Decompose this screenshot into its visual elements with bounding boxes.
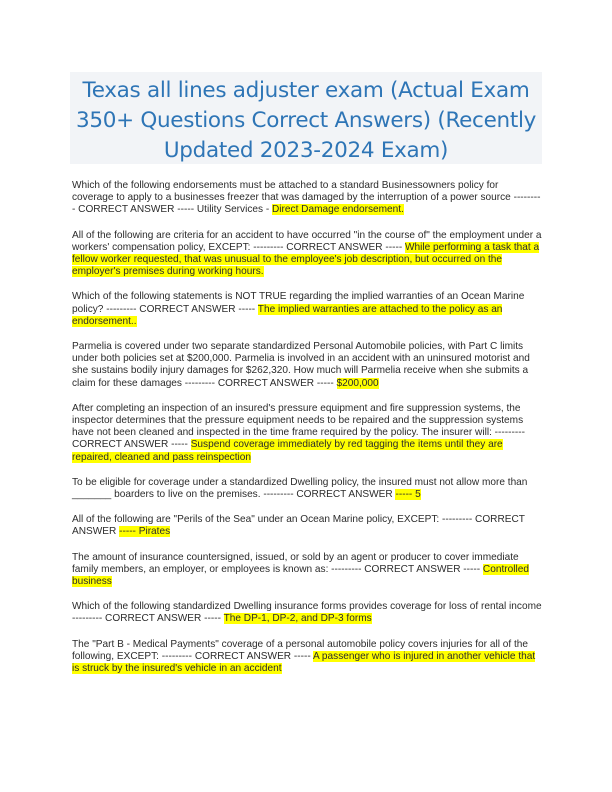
answer-highlight: A passenger who is injured in another vehicle that is struck by the insured's vehicle in an accident [72, 650, 536, 675]
answer-highlight: The implied warranties are attached to the policy as an endorsement.. [72, 303, 503, 327]
answer-highlight: ----- 5 [395, 489, 421, 501]
question-text: Which of the following endorsements must be attached to a standard Businessowners policy for coverage to apply to a businesses freezer that was damaged by the interruption of a power source --------- CORRECT ANSWER ----- Utility Services - [72, 180, 541, 216]
question-text: All of the following are "Perils of the Sea" under an Ocean Marine policy, EXCEPT: --------- CORRECT ANSWER [72, 514, 525, 538]
qa-item [72, 639, 542, 676]
question-text: To be eligible for coverage under a standardized Dwelling policy, the insured must not allow more than _______ boarders to live on the premises. --------- CORRECT ANSWER [72, 476, 528, 501]
answer-highlight: Controlled business [72, 563, 529, 588]
qa-item [72, 601, 542, 625]
question-text: Parmelia is covered under two separate standardized Personal Automobile policies, with Part C limits under both policies set at $200,000. Parmelia is involved in an accident with an uninsured motorist and she sustains bodily injury damages for $262,320. How much will Parmelia receive when she submits a claim for these damages --------- CORRECT ANSWER ----- [72, 341, 530, 389]
answer-highlight: $200,000 [336, 377, 379, 389]
title-banner [70, 72, 542, 164]
answer-highlight: Suspend coverage immediately by red tagging the items until they are repaired, cleaned and pass reinspection [72, 439, 503, 463]
answer-highlight: Direct Damage endorsement. [272, 204, 404, 216]
qa-item [72, 403, 542, 464]
answer-highlight: ----- Pirates [119, 526, 171, 538]
qa-item [72, 230, 542, 279]
question-text: Which of the following standardized Dwelling insurance forms provides coverage for loss of rental income --------- CORRECT ANSWER ----- [72, 601, 542, 625]
qa-item [72, 514, 542, 538]
question-text: The amount of insurance countersigned, issued, or sold by an agent or producer to cover immediate family members, an employer, or employees is known as: --------- CORRECT ANSWER ----- [72, 551, 519, 575]
document-title: Texas all lines adjuster exam (Actual Exam 350+ Questions Correct Answers) (Recently Updated 2023-2024 Exam) [75, 78, 537, 163]
answer-highlight: While performing a task that a fellow worker requested, that was unusual to the employee's job description, but occurred on the employer's premises during working hours. [72, 241, 540, 278]
question-text: After completing an inspection of an insured's pressure equipment and fire suppression systems, the inspector determines that the pressure equipment needs to be repaired and the suppression systems have not been cleaned and inspected in the time frame required by the policy. The insurer will: --------- CORRECT ANSWER ----- [72, 402, 525, 451]
qa-item [72, 180, 542, 217]
qa-item [72, 341, 542, 390]
answer-highlight: The DP-1, DP-2, and DP-3 forms [223, 613, 372, 625]
qa-item [72, 291, 542, 328]
qa-item [72, 552, 542, 589]
qa-list [72, 180, 542, 675]
question-text: The "Part B - Medical Payments" coverage of a personal automobile policy covers injuries for all of the following, EXCEPT: --------- CORRECT ANSWER ----- [72, 638, 528, 662]
qa-item [72, 477, 542, 501]
question-text: Which of the following statements is NOT TRUE regarding the implied warranties of an Ocean Marine policy? --------- CORRECT ANSWER ----- [72, 291, 525, 315]
question-text: All of the following are criteria for an accident to have occurred "in the course of" the employment under a workers' compensation policy, EXCEPT: --------- CORRECT ANSWER ----- [72, 229, 542, 253]
